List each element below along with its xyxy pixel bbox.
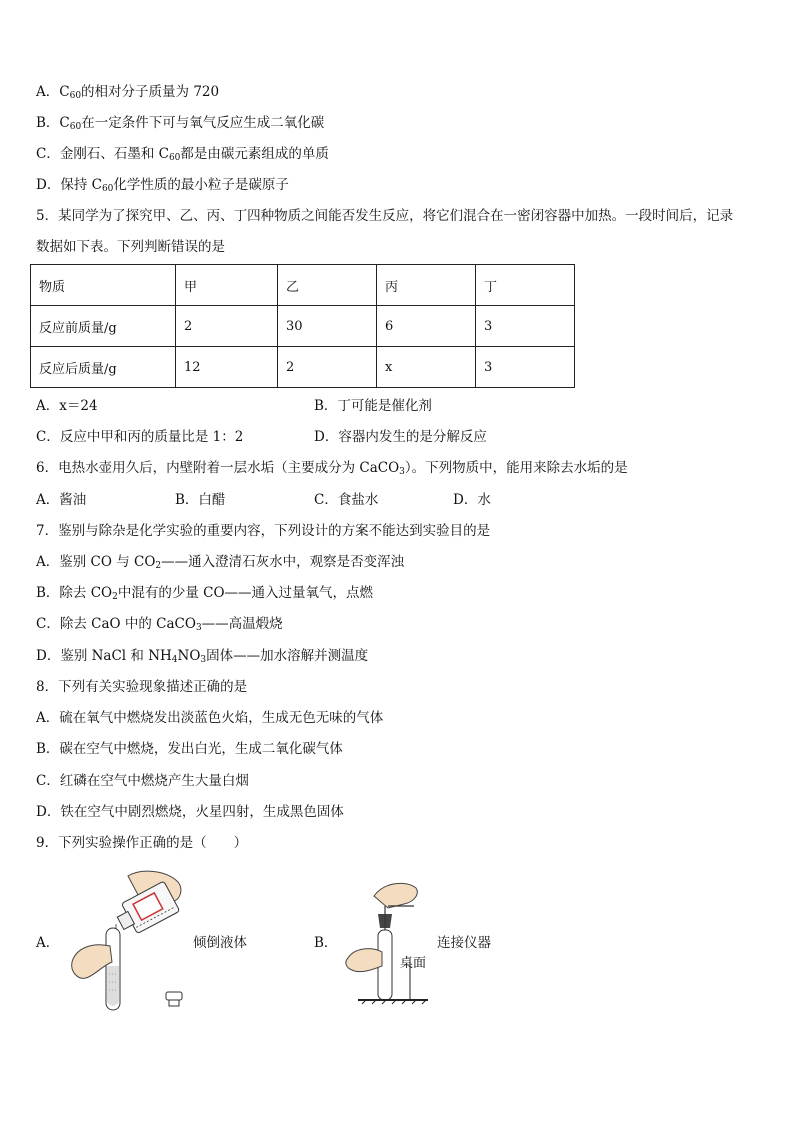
table-cell: 12 xyxy=(176,347,278,388)
q4-option-b: B．$C_{60}$在一定条件下可与氧气反应生成二氧化碳 xyxy=(36,115,325,132)
q5-option-d: D．容器内发生的是分解反应 xyxy=(314,429,487,445)
q7-option-c: C．除去 CaO 中的 CaCO$_3$——高温煅烧 xyxy=(36,616,283,633)
q6-option-b: B．白醋 xyxy=(175,492,226,508)
connecting-apparatus-illustration xyxy=(344,878,434,1017)
q6-option-c: C．食盐水 xyxy=(314,492,379,508)
q7-stem: 7．鉴别与除杂是化学实验的重要内容，下列设计的方案不能达到实验目的是 xyxy=(36,523,491,539)
q5-stem-line2: 数据如下表。下列判断错误的是 xyxy=(36,239,225,255)
q8-option-a: A．硫在氧气中燃烧发出淡蓝色火焰，生成无色无味的气体 xyxy=(36,710,384,726)
q8-option-d: D．铁在空气中剧烈燃烧，火星四射，生成黑色固体 xyxy=(36,804,344,820)
q9-option-a-caption: 倾倒液体 xyxy=(193,935,247,951)
q8-option-c: C．红磷在空气中燃烧产生大量白烟 xyxy=(36,773,249,789)
table-cell: x xyxy=(377,347,476,388)
q6-option-d: D．水 xyxy=(453,492,491,508)
q7-option-b: B．除去 $CO_2$中混有的少量 CO——通入过量氧气，点燃 xyxy=(36,585,374,602)
q6-stem: 6．电热水壶用久后，内壁附着一层水垢（主要成分为 CaCO$_3$）。下列物质中，能用来除去水垢的是 xyxy=(36,460,628,477)
q7-option-a: A．鉴别 CO 与 $CO_2——$通入澄清石灰水中，观察是否变浑浊 xyxy=(36,554,405,571)
q5-option-b: B．丁可能是催化剂 xyxy=(314,398,432,414)
table-header-row xyxy=(31,265,575,306)
table-row xyxy=(31,347,575,388)
table-cell: 甲 xyxy=(176,265,278,306)
table-cell: 丁 xyxy=(476,265,575,306)
q5-stem-line1: 5．某同学为了探究甲、乙、丙、丁四种物质之间能否发生反应，将它们混合在一密闭容器中加热。一段时间后，记录 xyxy=(36,208,734,224)
q9-desk-label: 桌面 xyxy=(400,956,427,971)
table-cell: 6 xyxy=(377,306,476,347)
q4-option-a: A．$C_{60}$的相对分子质量为 720 xyxy=(36,84,220,101)
q7-option-d: D．鉴别 NaCl 和 $NH_4NO_3$固体——加水溶解并测温度 xyxy=(36,648,369,665)
table-cell: 2 xyxy=(278,347,377,388)
q8-stem: 8．下列有关实验现象描述正确的是 xyxy=(36,679,248,695)
pouring-liquid-illustration xyxy=(66,866,196,1020)
table-cell: 2 xyxy=(176,306,278,347)
q9-option-b-caption: 连接仪器 xyxy=(437,935,491,951)
q9-option-b-label: B． xyxy=(314,935,338,951)
q8-option-b: B．碳在空气中燃烧，发出白光，生成二氧化碳气体 xyxy=(36,741,343,757)
q4-option-c: C．金刚石、石墨和 $C_{60}$都是由碳元素组成的单质 xyxy=(36,146,329,163)
q9-option-a-label: A． xyxy=(36,935,60,951)
table-cell: 乙 xyxy=(278,265,377,306)
table-cell: 丙 xyxy=(377,265,476,306)
q9-stem: 9．下列实验操作正确的是（ ） xyxy=(36,835,248,851)
table-row xyxy=(31,306,575,347)
q4-option-d: D．保持 $C_{60}$化学性质的最小粒子是碳原子 xyxy=(36,177,289,194)
table-cell: 3 xyxy=(476,347,575,388)
q5-option-a: A．x＝24 xyxy=(36,398,98,414)
table-cell: 3 xyxy=(476,306,575,347)
table-cell: 反应后质量/g xyxy=(31,347,176,388)
q5-option-c: C．反应中甲和丙的质量比是 1：2 xyxy=(36,429,244,445)
table-cell: 物质 xyxy=(31,265,176,306)
table-cell: 30 xyxy=(278,306,377,347)
q6-option-a: A．酱油 xyxy=(36,492,87,508)
table-cell: 反应前质量/g xyxy=(31,306,176,347)
q5-data-table xyxy=(30,264,575,388)
